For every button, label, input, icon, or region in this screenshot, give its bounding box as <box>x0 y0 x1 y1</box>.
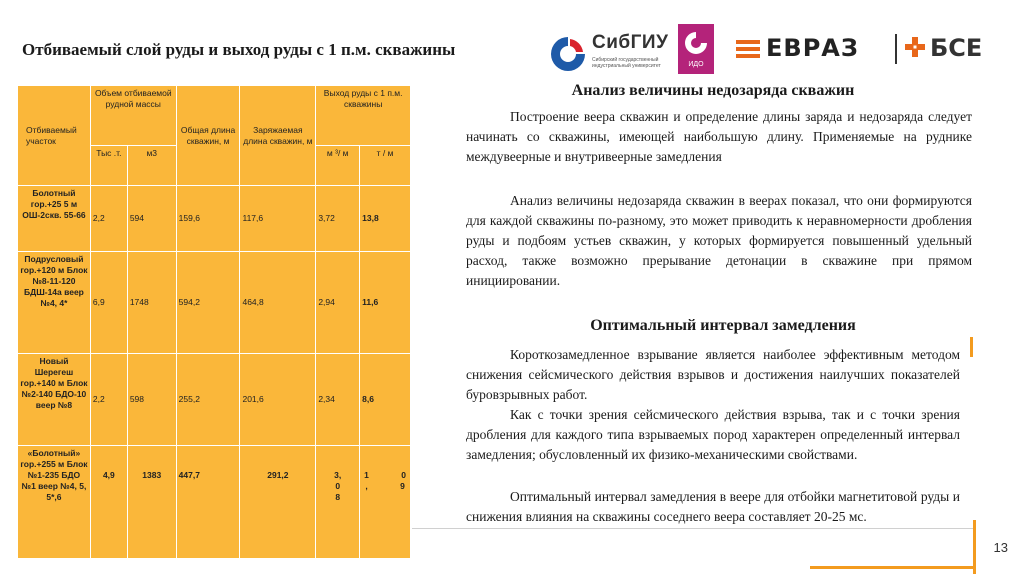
cell-m3: 594 <box>127 186 176 252</box>
evraz-logo <box>736 34 886 64</box>
paragraph-delay-2: Как с точки зрения сейсмического действия взрыва, так и с точки зрения дробления для каждого типа взрываемых пород характерен определенный интервал замедления; обусловленный их физико-механическими свойствами. <box>466 407 960 462</box>
col-header-charged-length: Заряжаемая длина скважин, м <box>240 86 316 186</box>
cell-charged: 464,8 <box>240 252 316 354</box>
slide-title: Отбиваемый слой руды и выход руды с 1 п.м. скважины <box>22 40 456 59</box>
cell-m3: 1383 <box>127 446 176 559</box>
cell-kt: 2,2 <box>90 186 127 252</box>
cell-total: 594,2 <box>176 252 240 354</box>
cell-m3: 598 <box>127 354 176 446</box>
sibgiu-name: СибГИУ <box>592 32 669 53</box>
table-row <box>18 354 411 446</box>
col-header-total-length: Общая длина скважин, м <box>176 86 240 186</box>
page-number: 13 <box>993 540 1008 555</box>
col-subheader-m3-per-m: м ³/ м <box>316 146 360 186</box>
col-header-volume: Объем отбиваемой рудной массы <box>90 86 176 146</box>
cell-charged: 117,6 <box>240 186 316 252</box>
cell-area: Болотный гор.+25 5 м ОШ-2скв. 55-66 <box>18 186 91 252</box>
cell-charged: 291,2 <box>240 446 316 559</box>
vse-plus-icon <box>904 36 926 58</box>
cell-tm: 8,6 <box>360 354 411 446</box>
data-table <box>17 85 411 558</box>
col-subheader-m3: м3 <box>127 146 176 186</box>
ido-logo <box>678 24 714 74</box>
cell-m3m: 2,94 <box>316 252 360 354</box>
paragraph-delay-1: Короткозамедленное взрывание является наиболее эффективным методом снижения сейсмического действия взрывов и достижения наилучших показателей буровзрывных работ. <box>466 347 960 402</box>
ido-label: ИДО <box>688 61 704 68</box>
vse-logo <box>904 34 1014 64</box>
cell-tm: 13,8 <box>360 186 411 252</box>
cell-area: Подрусловый гор.+120 м Блок №8-11-120 БДШ-14а веер №4, 4* <box>18 252 91 354</box>
evraz-bars-icon <box>736 40 760 60</box>
paragraph-delay-3: Оптимальный интервал замедления в веере для отбойки магнетитовой руды и снижения влияния на скважины соседнего веера составляет 20-25 мс. <box>466 489 960 524</box>
cell-total: 159,6 <box>176 186 240 252</box>
cell-m3m: 3, 0 8 <box>316 446 360 559</box>
cell-tm: 1 0 , 9 <box>360 446 411 559</box>
sibgiu-icon <box>548 34 588 74</box>
footer-accent-line <box>810 566 976 569</box>
col-subheader-kt: Тыс .т. <box>90 146 127 186</box>
logo-bar <box>548 22 1018 78</box>
paragraph-underload-2: Анализ величины недозаряда скважин в веерах показал, что они формируются для каждой скважины по-разному, это может приводить к неравномерности дробления руды и подбоям устьев скважин, у которых формируется повышенный удельный расход, также возможно прерывание детонации в скважине при прямом инициировании. <box>466 193 972 288</box>
table-row <box>18 186 411 252</box>
cell-kt: 4,9 <box>90 446 127 559</box>
evraz-name: ЕВРАЗ <box>766 34 859 62</box>
table-row <box>18 446 411 559</box>
cell-m3m: 3,72 <box>316 186 360 252</box>
section-heading-delay: Оптимальный интервал замедления <box>590 317 856 334</box>
logo-divider <box>895 34 897 64</box>
col-header-yield: Выход руды с 1 п.м. скважины <box>316 86 411 146</box>
col-subheader-t-per-m: т / м <box>360 146 411 186</box>
cell-area: Новый Шерегеш гор.+140 м Блок №2-140 БДО-10 веер №8 <box>18 354 91 446</box>
cell-area: «Болотный» гор.+255 м Блок №1-235 БДО №1 веер №4, 5, 5*,6 <box>18 446 91 559</box>
footer-divider <box>412 528 974 529</box>
cell-kt: 6,9 <box>90 252 127 354</box>
accent-bar <box>970 337 973 357</box>
sibgiu-subtitle: Сибирский государственный индустриальный университет <box>592 57 661 69</box>
cell-total: 255,2 <box>176 354 240 446</box>
col-header-area: Отбиваемый участок <box>18 86 91 186</box>
cell-tm: 11,6 <box>360 252 411 354</box>
vse-name: БСЕ <box>930 34 983 62</box>
cell-m3m: 2,34 <box>316 354 360 446</box>
section-heading-underload: Анализ величины недозаряда скважин <box>571 82 855 99</box>
cell-charged: 201,6 <box>240 354 316 446</box>
cell-m3: 1748 <box>127 252 176 354</box>
paragraph-underload-1: Построение веера скважин и определение длины заряда и недозаряда следует начинать со скважины, имеющей наибольшую длину. Применяемые на руднике междувеерные и внутривеерные замедления <box>466 109 972 164</box>
table-row <box>18 252 411 354</box>
sibgiu-logo <box>548 30 673 76</box>
ido-icon <box>683 30 709 56</box>
cell-kt: 2,2 <box>90 354 127 446</box>
cell-total: 447,7 <box>176 446 240 559</box>
